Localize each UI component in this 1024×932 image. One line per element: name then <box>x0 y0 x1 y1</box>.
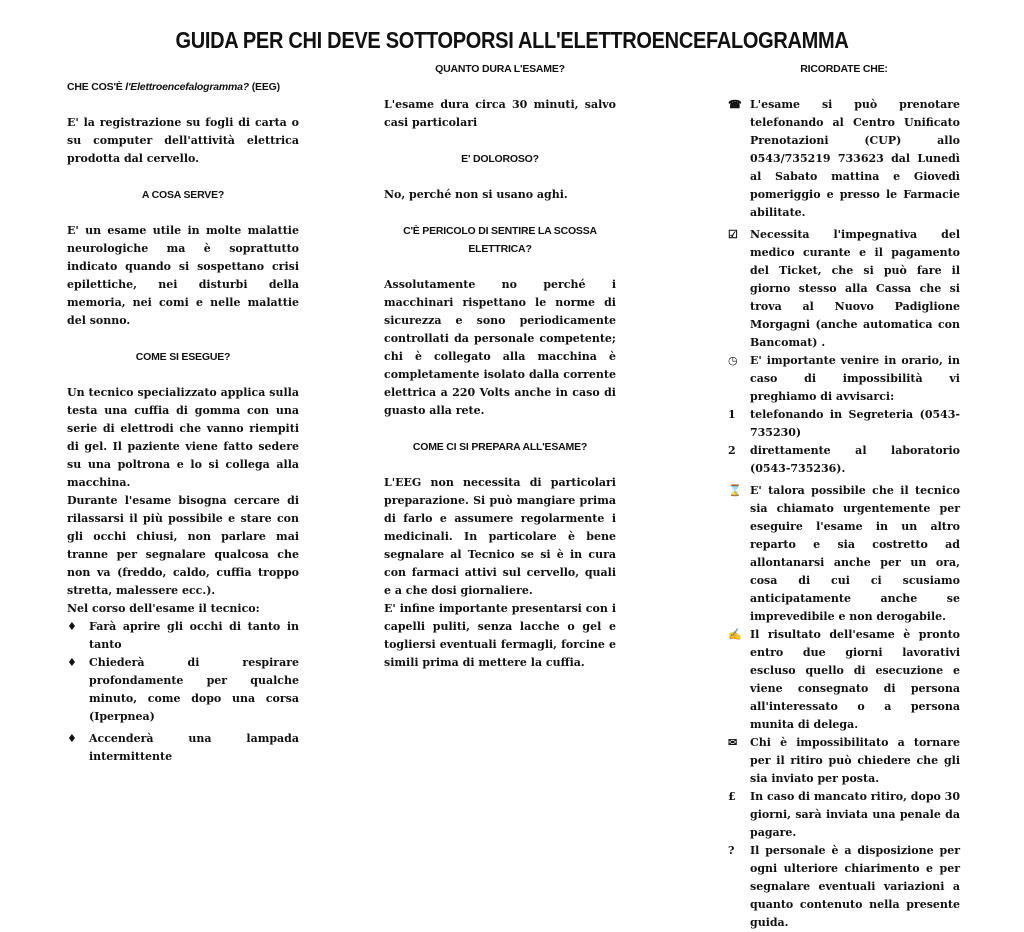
telephone-icon: ☎ <box>728 98 742 111</box>
heading-what-is-eeg: CHE COS'È l'Elettroencefalogramma? (EEG) <box>67 81 280 93</box>
list-item: ◷ E' importante venire in orario, in caso di impossibilità vi preghiamo di avvisarci: <box>728 352 960 406</box>
writing-hand-icon: ✍ <box>728 628 742 641</box>
paragraph-shock-risk: Assolutamente no perché i macchinari rispettano le norme di sicurezza e sono periodicamente controllati da personale competente; chi è collegato alla macchina è completamente isolato dalla corrente elettrica a 220 Volts anche in caso di guasto alla rete. <box>384 278 616 417</box>
number-two: 2 <box>728 444 736 457</box>
paragraph-procedure: Un tecnico specializzato applica sulla testa una cuffia di gomma con una serie di elettrodi che vanno riempiti di gel. Il paziente viene fatto sedere su una poltrona e lo si collega alla macchina. <box>67 386 299 489</box>
column-left <box>67 60 299 766</box>
list-item: ✉ Chi è impossibilitato a tornare per il ritiro può chiedere che gli sia inviato per posta. <box>728 734 960 788</box>
list-item: ♦ Accenderà una lampada intermittente <box>67 730 299 766</box>
document-title: GUIDA PER CHI DEVE SOTTOPORSI ALL'ELETTROENCEFALOGRAMMA <box>175 28 849 54</box>
paragraph-purpose: E' un esame utile in molte malattie neurologiche ma è soprattutto indicato quando si sospettano crisi epilettiche, nei disturbi della memoria, nei comi e nelle malattie del sonno. <box>67 224 299 327</box>
heading-preparation: COME CI SI PREPARA ALL'ESAME? <box>412 441 588 453</box>
pound-icon: £ <box>728 790 736 803</box>
diamond-bullet-icon: ♦ <box>67 656 77 669</box>
clock-icon: ◷ <box>728 354 738 367</box>
paragraph-hair: E' infine importante presentarsi con i capelli puliti, senza lacche o gel e togliersi eventuali fermagli, forcine e simili prima di mettere la cuffia. <box>384 602 616 669</box>
list-item: ☎ L'esame si può prenotare telefonando al Centro Unificato Prenotazioni (CUP) allo 0543/735219 733623 dal Lunedì al Sabato mattina e Giovedì pomeriggio e presso le Farmacie abilitate. <box>728 96 960 222</box>
paragraph-duration: L'esame dura circa 30 minuti, salvo casi particolari <box>384 98 616 129</box>
checkbox-icon: ☑ <box>728 228 738 241</box>
paragraph-definition: E' la registrazione su fogli di carta o su computer dell'attività elettrica prodotta dal cervello. <box>67 116 299 165</box>
list-item: 1 telefonando in Segreteria (0543-735230) <box>728 406 960 442</box>
list-item: ✍ Il risultato dell'esame è pronto entro due giorni lavorativi escluso quello di esecuzione e viene consegnato di persona all'interessato o a persona munita di delega. <box>728 626 960 734</box>
heading-shock-risk: C'È PERICOLO DI SENTIRE LA SCOSSA ELETTRICA? <box>403 225 597 255</box>
paragraph-painful: No, perché non si usano aghi. <box>384 188 568 201</box>
diamond-bullet-icon: ♦ <box>67 732 77 745</box>
envelope-icon: ✉ <box>728 736 738 749</box>
paragraph-preparation: L'EEG non necessita di particolari preparazione. Si può mangiare prima di farlo e assumere regolarmente i medicinali. In particolare è bene segnalare al Tecnico se si è in cura con farmaci attivi sul cervello, quali e a che dosi giornaliere. <box>384 476 616 597</box>
list-item: £ In caso di mancato ritiro, dopo 30 giorni, sarà inviata una penale da pagare. <box>728 788 960 842</box>
heading-painful: E' DOLOROSO? <box>461 153 539 165</box>
heading-procedure: COME SI ESEGUE? <box>135 351 231 363</box>
number-one: 1 <box>728 408 736 421</box>
heading-remember: RICORDATE CHE: <box>800 63 888 75</box>
hourglass-icon: ⌛ <box>728 484 742 497</box>
list-item: ☑ Necessita l'impegnativa del medico curante e il pagamento del Ticket, che si può fare il giorno stesso alla Cassa che si trova al Nuovo Padiglione Morgagni (anche automatica con Bancomat) . <box>728 226 960 352</box>
heading-duration: QUANTO DURA L'ESAME? <box>435 63 565 75</box>
column-right <box>728 60 960 932</box>
diamond-bullet-icon: ♦ <box>67 620 77 633</box>
heading-purpose: A COSA SERVE? <box>141 189 225 201</box>
list-item: ♦ Farà aprire gli occhi di tanto in tanto <box>67 618 299 654</box>
list-item: ♦ Chiederà di respirare profondamente per qualche minuto, come dopo una corsa (Iperpnea) <box>67 654 299 726</box>
list-item: ⌛ E' talora possibile che il tecnico sia chiamato urgentemente per eseguire l'esame in un altro reparto e sia costretto ad allontanarsi anche per un ora, cosa di cui ci scusiamo anticipatamente anche se imprevedibile e non derogabile. <box>728 482 960 626</box>
paragraph-during-exam: Durante l'esame bisogna cercare di rilassarsi il più possibile e stare con gli occhi chiusi, non parlare mai tranne per segnalare qualcosa che non va (freddo, caldo, cuffia troppo stretta, malessere ecc.). <box>67 494 299 597</box>
paragraph-technician: Nel corso dell'esame il tecnico: <box>67 602 260 615</box>
column-middle <box>384 60 616 672</box>
reminder-list <box>728 96 960 932</box>
question-icon: ? <box>728 844 735 857</box>
list-item: ? Il personale è a disposizione per ogni ulteriore chiarimento e per segnalare eventuali variazioni a quanto contenuto nella presente guida. <box>728 842 960 932</box>
list-item: 2 direttamente al laboratorio (0543-735236). <box>728 442 960 478</box>
